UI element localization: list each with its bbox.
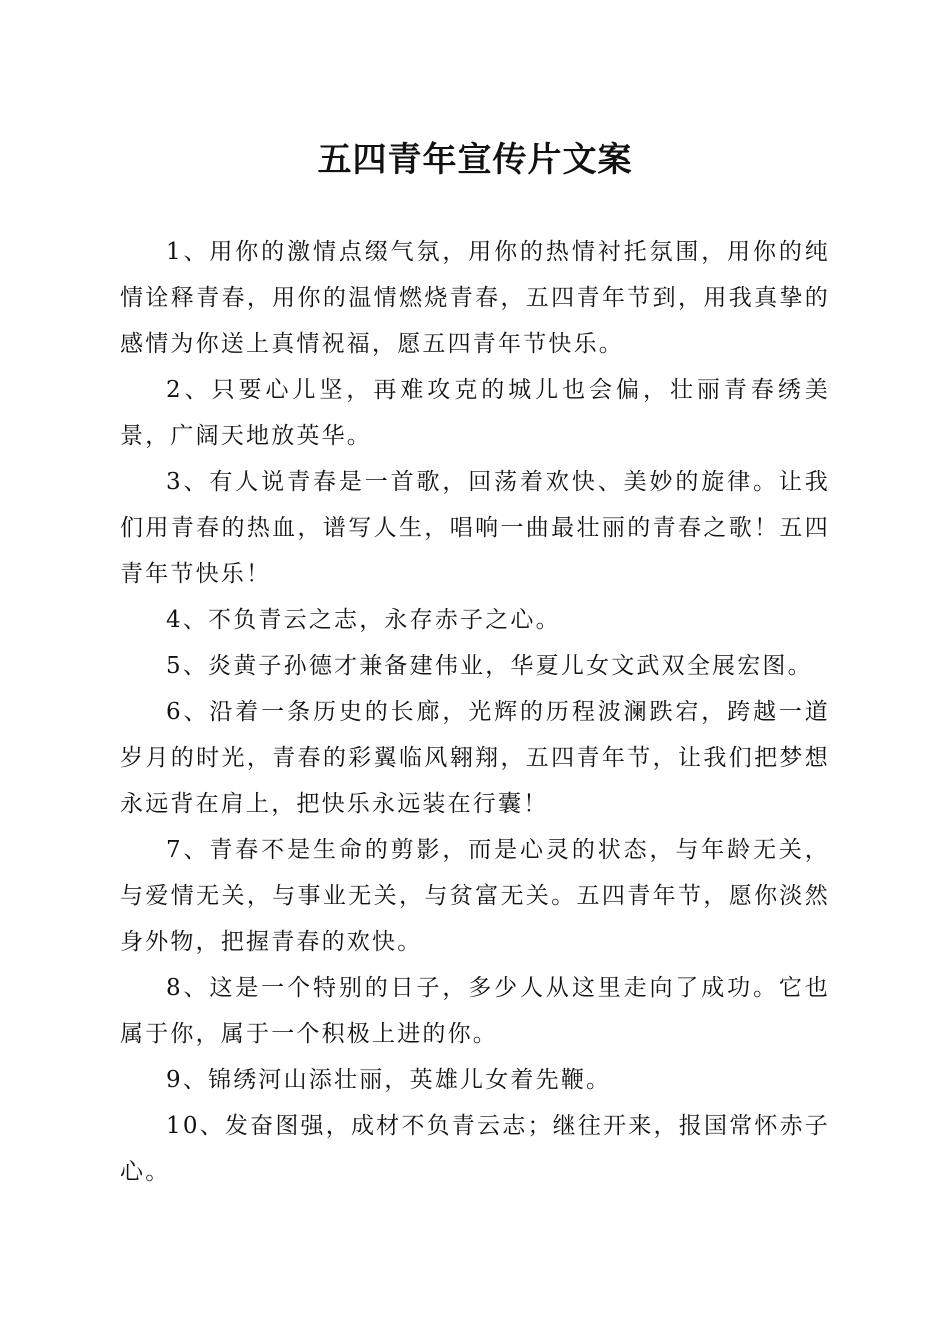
paragraph-9: 9、锦绣河山添壮丽，英雄儿女着先鞭。 <box>166 1067 612 1093</box>
document-title: 五四青年宣传片文案 <box>317 140 633 180</box>
paragraph-3: 3、有人说青春是一首歌，回荡着欢快、美妙的旋律。让我们用青春的热血，谱写人生，唱响一曲最壮丽的青春之歌！五四青年节快乐！ <box>120 469 830 587</box>
paragraph-5: 5、炎黄子孙德才兼备建伟业，华夏儿女文武双全展宏图。 <box>166 653 813 679</box>
paragraph-8: 8、这是一个特别的日子，多少人从这里走向了成功。它也属于你，属于一个积极上进的你。 <box>120 975 830 1047</box>
paragraph-4: 4、不负青云之志，永存赤子之心。 <box>166 607 561 633</box>
paragraph-1: 1、用你的激情点缀气氛，用你的热情衬托氛围，用你的纯情诠释青春，用你的温情燃烧青春，五四青年节到，用我真挚的感情为你送上真情祝福，愿五四青年节快乐。 <box>120 239 830 357</box>
paragraph-2: 2、只要心儿坚，再难攻克的城儿也会偏，壮丽青春绣美景，广阔天地放英华。 <box>120 377 830 449</box>
paragraph-6: 6、沿着一条历史的长廊，光辉的历程波澜跌宕，跨越一道岁月的时光，青春的彩翼临风翱翔，五四青年节，让我们把梦想永远背在肩上，把快乐永远装在行囊！ <box>120 699 830 817</box>
document-body <box>120 229 830 1195</box>
paragraph-7: 7、青春不是生命的剪影，而是心灵的状态，与年龄无关，与爱情无关，与事业无关，与贫富无关。五四青年节，愿你淡然身外物，把握青春的欢快。 <box>120 837 830 955</box>
paragraph-10: 10、发奋图强，成材不负青云志；继往开来，报国常怀赤子心。 <box>120 1113 830 1185</box>
